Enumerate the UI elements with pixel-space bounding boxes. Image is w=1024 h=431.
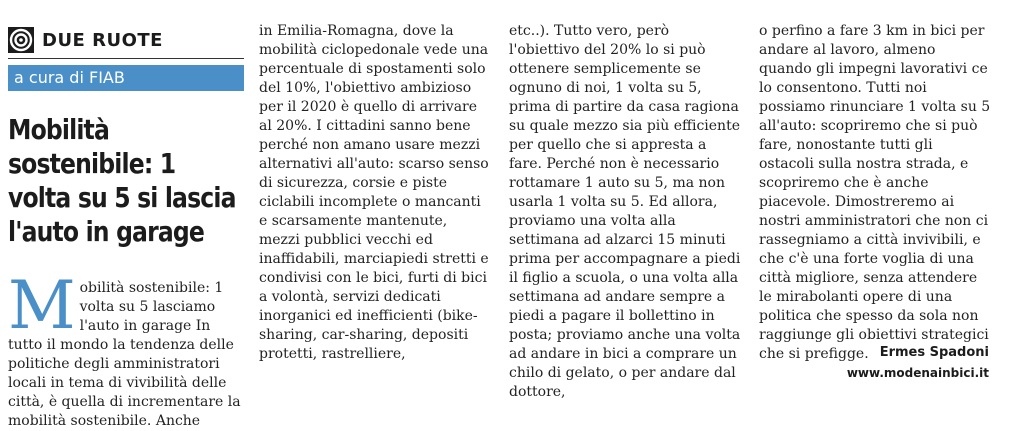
article-column-2	[259, 22, 491, 364]
target-icon	[8, 27, 34, 53]
section-divider	[8, 58, 244, 59]
left-column	[8, 26, 244, 431]
article-lead	[8, 267, 244, 431]
drop-cap: M	[8, 267, 76, 344]
article-headline: Mobilità sostenibile: 1 volta su 5 si lascia l'auto in garage	[8, 113, 236, 248]
curator-bar: a cura di FIAB	[8, 65, 244, 91]
author-signature: Ermes Spadoni	[879, 345, 989, 360]
website-link[interactable]: www.modenainbici.it	[846, 366, 989, 380]
section-header	[8, 26, 244, 54]
column-text: o perfino a fare 3 km in bici per andare al lavoro, almeno quando gli impegni lavorativi ce lo consentono. Tutti noi possiamo rinunciare 1 volta su 5 all'auto: scopriremo che si può fare, nonostante tutti gli ostacoli sulla nostra strada, e scopriremo che è anche piacevole. Dimostreremo ai nostri amministratori che non ci rassegniamo a città invivibili, e che c'è una forte voglia di una città migliore, senza attendere le mirabolanti opere di una politica che spesso da sola non raggiunge gli obiettivi strategici che si prefigge.	[759, 23, 991, 362]
lead-text: obilità sostenibile: 1 volta su 5 lasciamo l'auto in garage In tutto il mondo la tendenza delle politiche degli amministratori locali in tema di vivibilità delle città, è quella di incrementare la mobilità sostenibile. Anche	[8, 280, 241, 429]
article-column-4	[759, 22, 991, 364]
section-title: DUE RUOTE	[42, 29, 163, 51]
column-text: etc..). Tutto vero, però l'obiettivo del 20% lo si può ottenere semplicemente se ognuno di noi, 1 volta su 5, prima di partire da casa ragiona su quale mezzo sia più efficiente per quello che si appresta a fare. Perché non è necessario rottamare 1 auto su 5, ma non usarla 1 volta su 5. Ed allora, proviamo una volta alla settimana ad alzarci 15 minuti prima per accompagnare a piedi il figlio a scuola, o una volta alla settimana ad andare sempre a piedi a pagare il bollettino in posta; proviamo anche una volta ad andare in bici a comprare un chilo di gelato, o per andare dal dottore,	[509, 23, 741, 400]
article-column-3	[509, 22, 741, 402]
column-text: in Emilia-Romagna, dove la mobilità ciclopedonale vede una percentuale di spostamenti solo del 10%, l'obiettivo ambizioso per il 2020 è quello di arrivare al 20%. I cittadini sanno bene perché non amano usare mezzi alternativi all'auto: scarso senso di sicurezza, corsie e piste ciclabili incomplete o mancanti e scarsamente mantenute, mezzi pubblici vecchi ed inaffidabili, marciapiedi stretti e condivisi con le bici, furti di bici a volontà, servizi dedicati inorganici ed inefficienti (bike-sharing, car-sharing, depositi protetti, rastrelliere,	[259, 23, 489, 362]
